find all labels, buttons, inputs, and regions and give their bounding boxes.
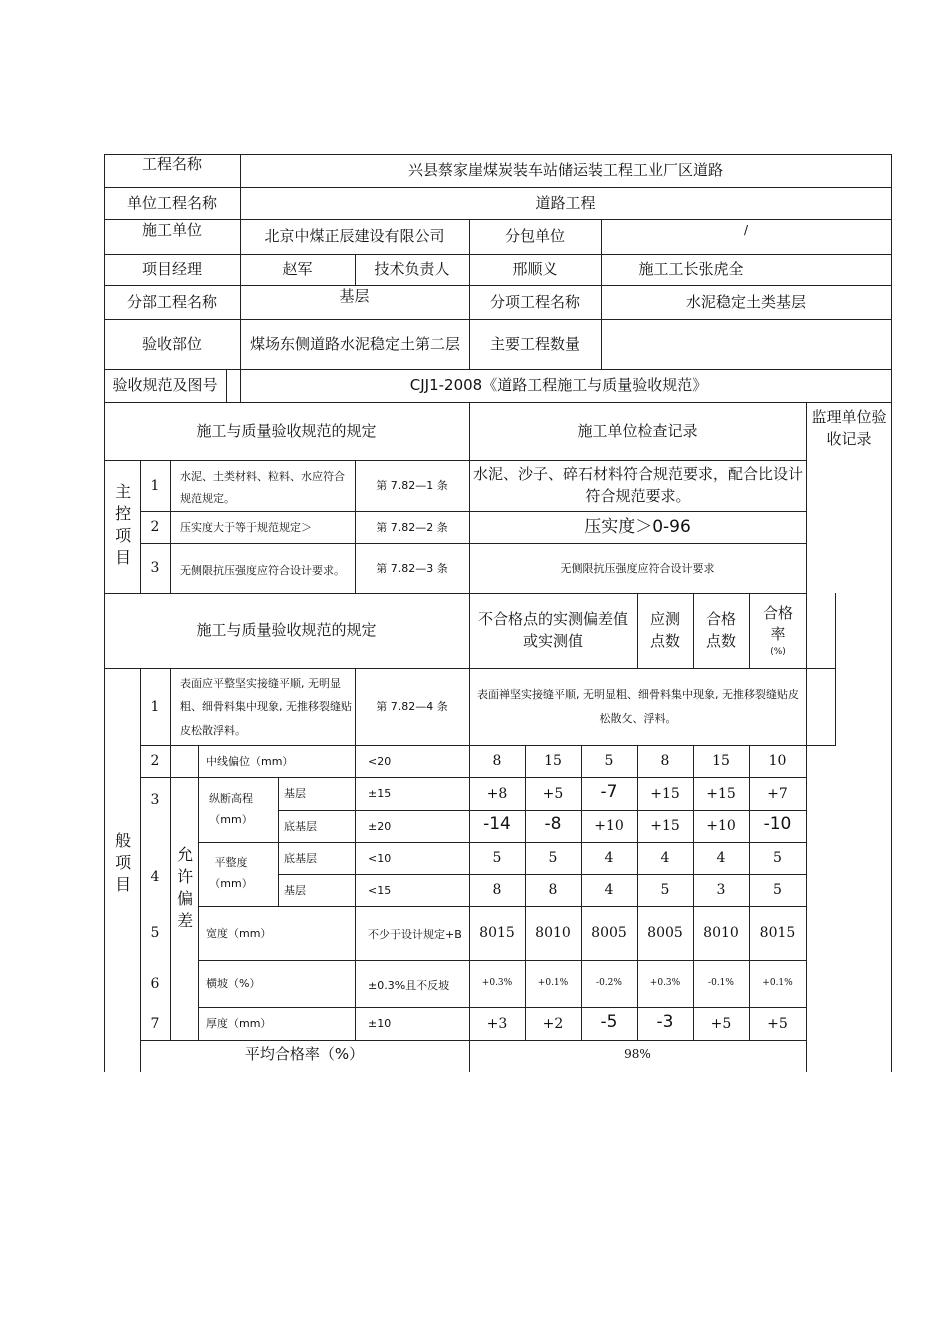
row-6-tol: ±0.3%且不反坡: [368, 979, 450, 993]
row-4a-v6: 5: [773, 850, 782, 867]
row-4a-v1: 5: [492, 850, 502, 867]
row-2-v4: 8: [660, 753, 670, 770]
row-7-v1: +3: [486, 1015, 508, 1032]
main-item-3-record: 无侧限抗压强度应符合设计要求: [560, 561, 715, 575]
subitem-label: 分项工程名称: [489, 292, 580, 311]
deviation-header: 不合格点的实测偏差值或实测值: [477, 610, 628, 650]
row-6-v1: +0.3%: [481, 978, 513, 989]
row-7-v5: +5: [710, 1015, 732, 1032]
row-6-name: 横坡（%）: [206, 977, 261, 991]
subitem-value: 水泥稳定土类基层: [685, 292, 806, 311]
tech-lead-label: 技术负责人: [374, 260, 450, 279]
row-6-v6: +0.1%: [762, 978, 793, 989]
row-4-no: 4: [150, 869, 160, 886]
main-item-3-desc: 无侧限抗压强度应符合设计要求。: [180, 563, 345, 577]
general-item-1-record: 表面禅坚实接缝平顺, 无明显粗、细骨料集中现象, 无推移裂缝贴皮松散攵、浮料。: [477, 687, 799, 725]
row-5-name: 宽度（mm）: [206, 926, 272, 940]
manager-value: 赵军: [282, 260, 313, 279]
average-pass-label: 平均合格率（%）: [244, 1045, 365, 1064]
main-spec-header: 施工与质量验收规范的规定: [196, 421, 377, 440]
contractor-value: 北京中煤正辰建设有限公司: [264, 227, 445, 246]
row-2-v3: 5: [604, 753, 614, 770]
allow-deviation-label: 允许偏差: [174, 846, 194, 934]
manager-label: 项目经理: [141, 260, 202, 279]
main-group-label: 主控项目: [112, 483, 132, 571]
row-4a-sub: 底基层: [284, 851, 317, 865]
rate-header: [750, 594, 806, 668]
row-4a-v4: 4: [660, 850, 670, 867]
main-item-1-desc: 水泥、土类材料、粒料、水应符合规范规定。: [180, 470, 345, 505]
row-3b-sub: 底基层: [284, 819, 317, 833]
row-3a-v6: +7: [767, 785, 788, 802]
row-5-v2: 8010: [535, 925, 571, 942]
tech-lead-value: 邢顺义: [512, 260, 558, 279]
row-4a-tol: <10: [368, 851, 392, 865]
main-item-1-clause: 第 7.82—1 条: [376, 479, 448, 493]
main-check-header: 施工单位检查记录: [577, 421, 698, 440]
row-4b-v4: 5: [660, 882, 670, 899]
quantity-label: 主要工程数量: [489, 334, 580, 353]
row-4b-tol: <15: [368, 883, 392, 897]
row-4b-v2: 8: [548, 882, 558, 899]
row-3b-v4: +15: [650, 818, 680, 835]
row-4b-v3: 4: [604, 882, 614, 899]
row-3a-tol: ±15: [368, 787, 392, 801]
row-7-name: 厚度（mm）: [206, 1017, 272, 1031]
contractor-label: 施工单位: [141, 221, 202, 240]
row-3-no: 3: [150, 792, 160, 808]
row-5-v3: 8005: [591, 925, 627, 942]
row-4b-v1: 8: [492, 882, 502, 899]
location-value: 煤场东侧道路水泥稳定土第二层: [249, 334, 460, 353]
points-header: 应测点数: [649, 610, 680, 650]
row-2-v5: 15: [712, 753, 730, 770]
unit-project-value: 道路工程: [535, 193, 596, 212]
row-3b-v2: -8: [544, 814, 562, 835]
row-4-name: 平整度（mm）: [209, 856, 253, 890]
row-6-v4: +0.3%: [649, 978, 681, 989]
row-5-tol: 不少于设计规定+B: [368, 927, 462, 941]
row-7-v3: -5: [600, 1011, 618, 1032]
row-3a-v3: -7: [600, 781, 618, 802]
row-2-v1: 8: [492, 753, 502, 770]
general-item-1-clause: 第 7.82—4 条: [376, 700, 448, 714]
row-3b-v1: -14: [483, 814, 511, 835]
general-item-1-no: 1: [150, 698, 160, 715]
project-name-label: 工程名称: [141, 155, 202, 174]
row-6-v3: -0.2%: [596, 978, 622, 989]
average-pass-value: 98%: [624, 1047, 651, 1062]
rate-header-text: 合格率: [762, 603, 793, 644]
row-3b-v3: +10: [594, 818, 624, 835]
subcontractor-label: 分包单位: [504, 227, 565, 246]
row-7-v2: +2: [542, 1015, 564, 1032]
row-7-v6: +5: [767, 1015, 788, 1032]
general-item-1-desc: 表面应平整坚实接缝平顺, 无明显粗、细骨料集中现象, 无推移裂缝贴皮松散浮料。: [180, 677, 352, 737]
row-4b-v5: 3: [716, 882, 726, 899]
row-3b-v5: +10: [706, 818, 736, 835]
row-2-name: 中线偏位（mm）: [206, 754, 294, 768]
main-item-1-no: 1: [150, 477, 160, 494]
row-5-v5: 8010: [703, 925, 739, 942]
row-3a-v4: +15: [650, 785, 680, 802]
row-4b-sub: 基层: [284, 883, 306, 897]
main-item-2-desc: 压实度大于等于规范规定＞: [180, 520, 312, 534]
main-item-2-record: 压实度＞0-96: [584, 517, 691, 538]
quantity-value: [601, 320, 891, 369]
supervisor-header: 监理单位验收记录: [811, 408, 887, 448]
row-7-v4: -3: [656, 1011, 674, 1032]
rate-header-unit: (%): [770, 647, 786, 658]
row-2-tol: <20: [368, 754, 392, 768]
main-item-2-no: 2: [150, 519, 160, 536]
row-4a-v5: 4: [716, 850, 726, 867]
row-5-v4: 8005: [647, 925, 683, 942]
location-label: 验收部位: [141, 334, 202, 353]
project-name-value: 兴县蔡家崖煤炭装车站储运装工程工业厂区道路: [407, 161, 723, 180]
main-item-2-clause: 第 7.82—2 条: [376, 520, 448, 534]
row-3a-v1: +8: [486, 785, 508, 802]
row-4a-v2: 5: [548, 850, 558, 867]
row-5-v6: 8015: [759, 925, 796, 942]
subcontractor-value: /: [743, 223, 749, 238]
main-item-1-record: 水泥、沙子、碎石材料符合规范要求，配合比设计符合规范要求。: [473, 465, 804, 505]
division-value: 基层: [339, 287, 370, 306]
main-item-3-clause: 第 7.82—3 条: [376, 561, 448, 575]
row-4b-v6: 5: [773, 882, 782, 899]
row-6-v2: +0.1%: [537, 978, 569, 989]
row-2-no: 2: [150, 753, 160, 770]
unit-project-label: 单位工程名称: [126, 193, 217, 212]
row-5-no: 5: [150, 925, 160, 942]
row-3-name: 纵断高程（mm）: [209, 792, 253, 826]
row-5-v1: 8015: [479, 925, 515, 942]
row-7-tol: ±10: [368, 1017, 392, 1031]
row-2-v2: 15: [544, 753, 562, 770]
main-item-3-no: 3: [150, 560, 160, 577]
general-spec-header: 施工与质量验收规范的规定: [196, 621, 377, 640]
foreman-value: 施工工长张虎全: [638, 260, 744, 279]
standard-value: CJJ1-2008《道路工程施工与质量验收规范》: [409, 376, 708, 395]
standard-label: 验收规范及图号: [112, 376, 218, 395]
row-3a-v2: +5: [542, 785, 564, 802]
row-3b-v6: -10: [763, 814, 792, 835]
row-3a-v5: +15: [706, 785, 736, 802]
general-group-label: 般项目: [112, 832, 132, 898]
pass-header: 合格点数: [705, 610, 736, 650]
division-label: 分部工程名称: [126, 292, 217, 311]
row-3a-sub: 基层: [284, 787, 306, 801]
row-6-v5: -0.1%: [708, 978, 734, 989]
row-3b-tol: ±20: [368, 819, 392, 833]
row-7-no: 7: [150, 1015, 160, 1032]
row-6-no: 6: [150, 975, 160, 992]
row-4a-v3: 4: [604, 850, 614, 867]
row-2-v6: 10: [768, 753, 787, 770]
